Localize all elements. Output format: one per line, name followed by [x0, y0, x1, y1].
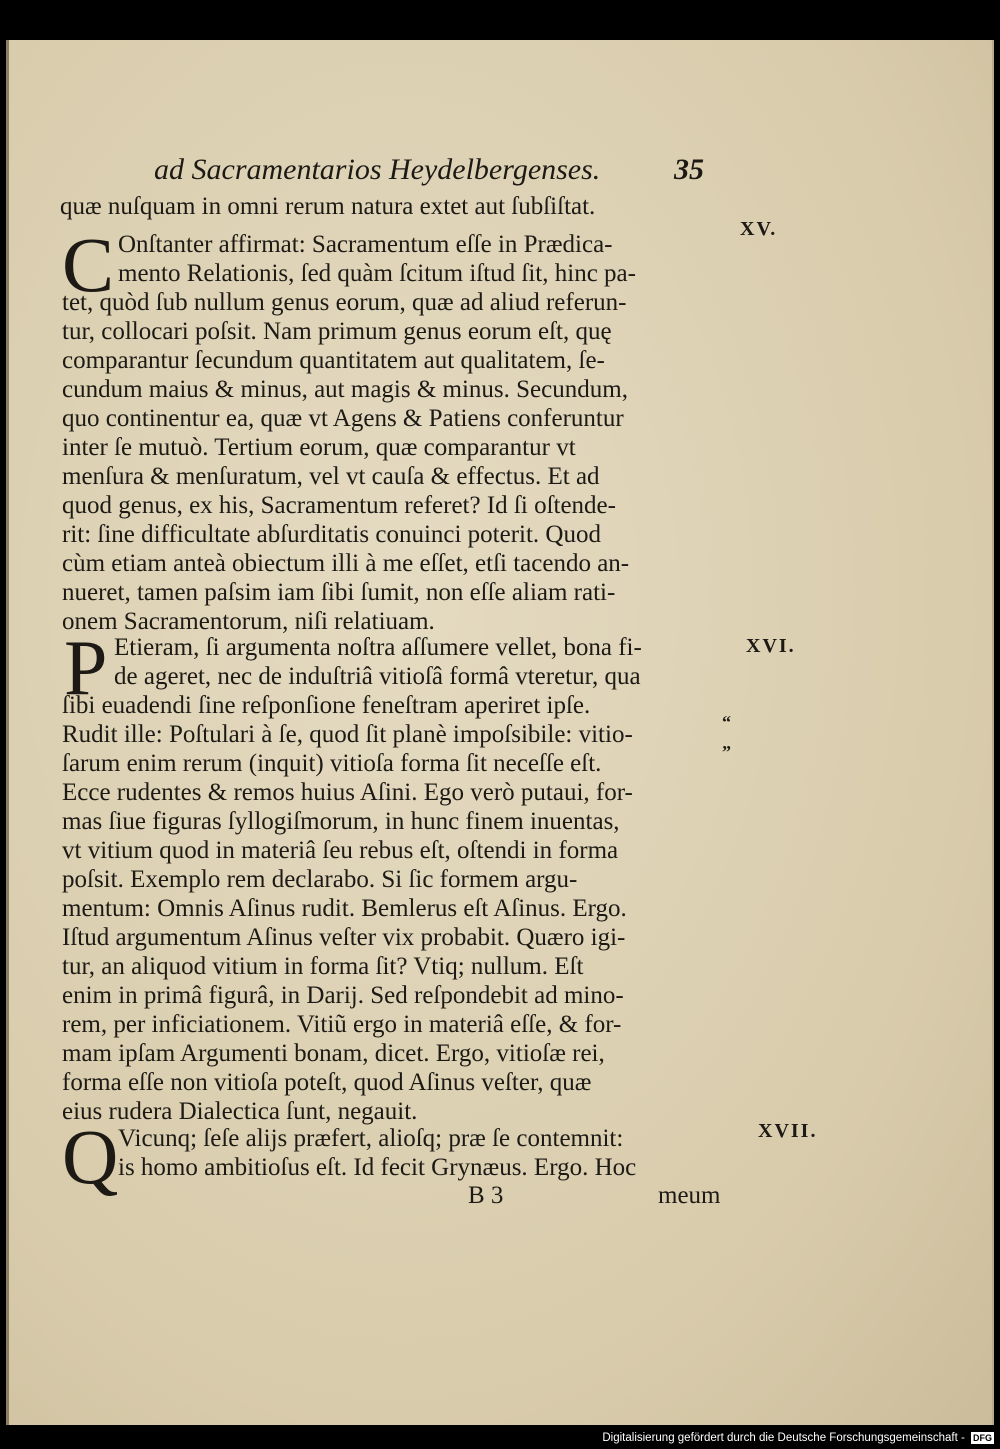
- signature-mark: B 3: [468, 1182, 504, 1209]
- book-page: [6, 40, 994, 1425]
- section-xvi-line-14: rem, per inficiationem. Vitiũ ergo in materiâ eſſe, & for-: [62, 1011, 622, 1038]
- section-xvi-line-10: mentum: Omnis Aſinus rudit. Bemlerus eſt Aſinus. Ergo.: [62, 895, 627, 922]
- section-xv-line-4: tur, collocari poſsit. Nam primum genus eorum eſt, quę: [62, 318, 612, 345]
- continuation-line: quæ nuſquam in omni rerum natura extet aut ſubſiſtat.: [60, 193, 596, 220]
- section-xv-line-3: tet, quòd ſub nullum genus eorum, quæ ad aliud referun-: [62, 289, 627, 316]
- section-xvi-line-16: forma eſſe non vitioſa poteſt, quod Aſinus veſter, quæ: [62, 1069, 592, 1096]
- dropcap-q: Q: [62, 1113, 119, 1200]
- section-xv-line-12: cùm etiam anteà obiectum illi à me eſſet, etſi tacendo an-: [62, 550, 630, 577]
- section-xvi-line-3: ſibi euadendi ſine reſponſione feneſtram aperiret ipſe.: [62, 692, 591, 719]
- section-xvi-line-9: poſsit. Exemplo rem declarabo. Si ſic formem argu-: [62, 866, 578, 893]
- marginal-number-xvi: XVI.: [746, 635, 796, 657]
- digitization-footer: [600, 1427, 1000, 1449]
- section-xvi-line-17: eius rudera Dialectica ſunt, negauit.: [62, 1098, 418, 1125]
- section-xvi-line-4: Rudit ille: Poſtulari à ſe, quod ſit planè impoſsibile: vitio-: [62, 721, 633, 748]
- section-xvi-line-6: Ecce rudentes & remos huius Aſini. Ego verò putaui, for-: [62, 779, 633, 806]
- section-xv-line-6: cundum maius & minus, aut magis & minus. Secundum,: [62, 376, 628, 403]
- close-quote-mark: ”: [722, 742, 731, 762]
- section-xv-line-14: onem Sacramentorum, niſi relatiuam.: [62, 608, 435, 635]
- section-xv-line-2: mento Relationis, ſed quàm ſcitum iſtud ſit, hinc pa-: [118, 260, 636, 287]
- section-xvi-line-13: enim in primâ figurâ, in Darij. Sed reſpondebit ad mino-: [62, 982, 624, 1009]
- section-xv-line-7: quo continentur ea, quæ vt Agens & Patiens conferuntur: [62, 405, 624, 432]
- open-quote-mark: “: [722, 712, 731, 732]
- dfg-logo: DFG: [973, 1432, 992, 1443]
- section-xv-line-13: nueret, tamen paſsim iam ſibi ſumit, non eſſe aliam rati-: [62, 579, 616, 606]
- dropcap-p: P: [64, 624, 108, 711]
- section-xv-line-10: quod genus, ex his, Sacramentum referet? Id ſi oſtende-: [62, 492, 616, 519]
- running-header: ad Sacramentarios Heydelbergenses.: [154, 153, 601, 186]
- section-xvi-line-5: ſarum enim rerum (inquit) vitioſa forma ſit neceſſe eſt.: [62, 750, 602, 777]
- section-xvi-line-2: de ageret, nec de induſtriâ vitioſâ formâ vteretur, qua: [114, 663, 641, 690]
- dropcap-c: C: [62, 221, 115, 308]
- section-xv-line-11: rit: ſine difficultate abſurditatis conuinci poterit. Quod: [62, 521, 601, 548]
- section-xvi-line-11: Iſtud argumentum Aſinus veſter vix probabit. Quæro igi-: [62, 924, 626, 951]
- section-xvi-line-1: Etieram, ſi argumenta noſtra aſſumere vellet, bona fi-: [114, 634, 642, 661]
- section-xvi-line-7: mas ſiue figuras ſyllogiſmorum, in hunc finem inuentas,: [62, 808, 620, 835]
- section-xvi-line-12: tur, an aliquod vitium in forma ſit? Vtiq; nullum. Eſt: [62, 953, 584, 980]
- marginal-number-xvii: XVII.: [758, 1120, 818, 1142]
- page-number: 35: [674, 153, 704, 186]
- footer-text: Digitalisierung gefördert durch die Deutsche Forschungsgemeinschaft -: [602, 1432, 965, 1444]
- section-xvi-line-15: mam ipſam Argumenti bonam, dicet. Ergo, vitioſæ rei,: [62, 1040, 605, 1067]
- catchword: meum: [658, 1182, 721, 1209]
- section-xvi-line-8: vt vitium quod in materiâ ſeu rebus eſt, oſtendi in forma: [62, 837, 619, 864]
- section-xvii-line-2: is homo ambitioſus eſt. Id fecit Grynæus. Ergo. Hoc: [118, 1154, 637, 1181]
- section-xvii-line-1: Vicunq; ſeſe alijs præfert, alioſq; præ ſe contemnit:: [118, 1125, 624, 1152]
- section-xv-line-1: Onſtanter affirmat: Sacramentum eſſe in Prædica-: [118, 231, 613, 258]
- section-xv-line-5: comparantur ſecundum quantitatem aut qualitatem, ſe-: [62, 347, 605, 374]
- marginal-number-xv: XV.: [740, 218, 778, 240]
- page-edge: [6, 40, 9, 1425]
- section-xv-line-9: menſura & menſuratum, vel vt cauſa & effectus. Et ad: [62, 463, 600, 490]
- section-xv-line-8: inter ſe mutuò. Tertium eorum, quæ comparantur vt: [62, 434, 576, 461]
